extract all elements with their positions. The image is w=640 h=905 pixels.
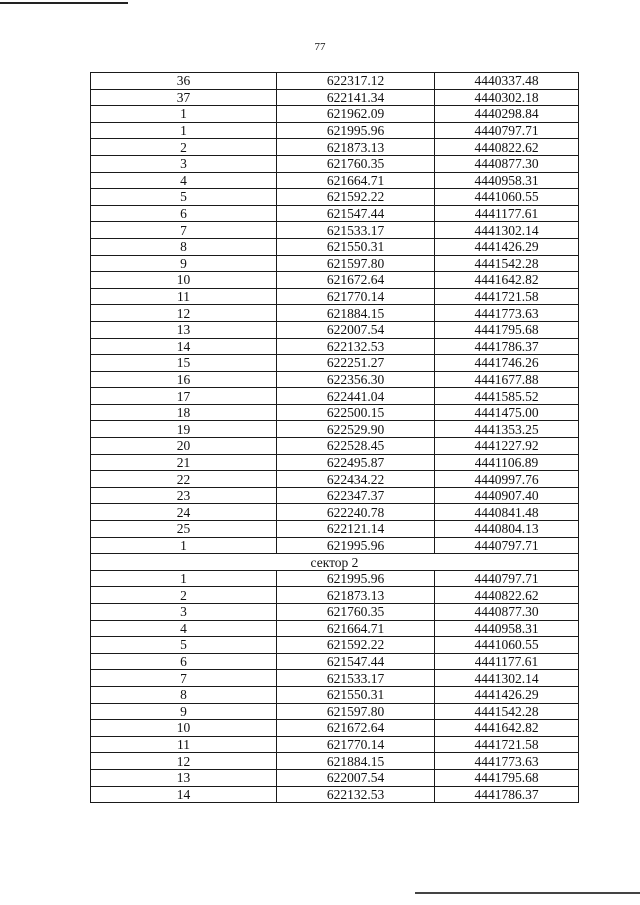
x-coordinate-cell: 622495.87 <box>277 454 435 471</box>
x-coordinate-cell: 621664.71 <box>277 620 435 637</box>
y-coordinate-cell: 4441426.29 <box>435 686 579 703</box>
point-number-cell: 21 <box>91 454 277 471</box>
point-number-cell: 17 <box>91 388 277 405</box>
point-number-cell: 1 <box>91 570 277 587</box>
table-row <box>91 587 579 604</box>
y-coordinate-cell: 4441302.14 <box>435 222 579 239</box>
y-coordinate-cell: 4440797.71 <box>435 537 579 554</box>
y-coordinate-cell: 4440337.48 <box>435 73 579 90</box>
table-row <box>91 172 579 189</box>
table-row <box>91 504 579 521</box>
point-number-cell: 16 <box>91 371 277 388</box>
table-row <box>91 321 579 338</box>
x-coordinate-cell: 622528.45 <box>277 438 435 455</box>
point-number-cell: 3 <box>91 604 277 621</box>
x-coordinate-cell: 621873.13 <box>277 587 435 604</box>
x-coordinate-cell: 622317.12 <box>277 73 435 90</box>
y-coordinate-cell: 4440877.30 <box>435 155 579 172</box>
point-number-cell: 12 <box>91 753 277 770</box>
point-number-cell: 37 <box>91 89 277 106</box>
point-number-cell: 1 <box>91 106 277 123</box>
x-coordinate-cell: 621995.96 <box>277 122 435 139</box>
y-coordinate-cell: 4441786.37 <box>435 786 579 803</box>
y-coordinate-cell: 4441060.55 <box>435 189 579 206</box>
table-row <box>91 205 579 222</box>
x-coordinate-cell: 621597.80 <box>277 255 435 272</box>
table-row <box>91 388 579 405</box>
point-number-cell: 1 <box>91 537 277 554</box>
point-number-cell: 24 <box>91 504 277 521</box>
y-coordinate-cell: 4441060.55 <box>435 637 579 654</box>
x-coordinate-cell: 621873.13 <box>277 139 435 156</box>
point-number-cell: 5 <box>91 637 277 654</box>
x-coordinate-cell: 621770.14 <box>277 736 435 753</box>
y-coordinate-cell: 4440302.18 <box>435 89 579 106</box>
scan-edge-line-top <box>0 2 128 4</box>
point-number-cell: 23 <box>91 487 277 504</box>
y-coordinate-cell: 4441795.68 <box>435 321 579 338</box>
x-coordinate-cell: 622356.30 <box>277 371 435 388</box>
x-coordinate-cell: 622529.90 <box>277 421 435 438</box>
y-coordinate-cell: 4440804.13 <box>435 521 579 538</box>
table-row <box>91 155 579 172</box>
x-coordinate-cell: 622347.37 <box>277 487 435 504</box>
point-number-cell: 22 <box>91 471 277 488</box>
section-label: сектор 2 <box>91 554 579 571</box>
point-number-cell: 7 <box>91 670 277 687</box>
point-number-cell: 6 <box>91 653 277 670</box>
x-coordinate-cell: 621533.17 <box>277 222 435 239</box>
point-number-cell: 6 <box>91 205 277 222</box>
x-coordinate-cell: 621884.15 <box>277 305 435 322</box>
x-coordinate-cell: 622251.27 <box>277 355 435 372</box>
y-coordinate-cell: 4441721.58 <box>435 736 579 753</box>
x-coordinate-cell: 622007.54 <box>277 321 435 338</box>
x-coordinate-cell: 621962.09 <box>277 106 435 123</box>
point-number-cell: 3 <box>91 155 277 172</box>
y-coordinate-cell: 4440907.40 <box>435 487 579 504</box>
point-number-cell: 13 <box>91 321 277 338</box>
x-coordinate-cell: 621760.35 <box>277 604 435 621</box>
y-coordinate-cell: 4441585.52 <box>435 388 579 405</box>
x-coordinate-cell: 621770.14 <box>277 288 435 305</box>
x-coordinate-cell: 621995.96 <box>277 537 435 554</box>
y-coordinate-cell: 4441773.63 <box>435 305 579 322</box>
point-number-cell: 4 <box>91 172 277 189</box>
table-row <box>91 338 579 355</box>
point-number-cell: 10 <box>91 720 277 737</box>
point-number-cell: 15 <box>91 355 277 372</box>
table-row <box>91 537 579 554</box>
table-row <box>91 189 579 206</box>
coordinates-table <box>90 72 579 803</box>
y-coordinate-cell: 4441353.25 <box>435 421 579 438</box>
x-coordinate-cell: 621672.64 <box>277 272 435 289</box>
table-row <box>91 305 579 322</box>
point-number-cell: 9 <box>91 255 277 272</box>
point-number-cell: 14 <box>91 786 277 803</box>
x-coordinate-cell: 622500.15 <box>277 404 435 421</box>
table-row <box>91 421 579 438</box>
scan-edge-line-bottom <box>415 892 640 894</box>
y-coordinate-cell: 4441721.58 <box>435 288 579 305</box>
x-coordinate-cell: 621760.35 <box>277 155 435 172</box>
point-number-cell: 9 <box>91 703 277 720</box>
y-coordinate-cell: 4440958.31 <box>435 172 579 189</box>
table-row <box>91 438 579 455</box>
y-coordinate-cell: 4441475.00 <box>435 404 579 421</box>
x-coordinate-cell: 621550.31 <box>277 238 435 255</box>
y-coordinate-cell: 4441642.82 <box>435 272 579 289</box>
table-row <box>91 521 579 538</box>
point-number-cell: 20 <box>91 438 277 455</box>
table-row <box>91 272 579 289</box>
y-coordinate-cell: 4440958.31 <box>435 620 579 637</box>
point-number-cell: 25 <box>91 521 277 538</box>
table-row <box>91 471 579 488</box>
point-number-cell: 19 <box>91 421 277 438</box>
table-row <box>91 122 579 139</box>
y-coordinate-cell: 4440841.48 <box>435 504 579 521</box>
table-row <box>91 653 579 670</box>
y-coordinate-cell: 4440822.62 <box>435 139 579 156</box>
y-coordinate-cell: 4441542.28 <box>435 703 579 720</box>
y-coordinate-cell: 4441642.82 <box>435 720 579 737</box>
x-coordinate-cell: 622434.22 <box>277 471 435 488</box>
table-row <box>91 222 579 239</box>
y-coordinate-cell: 4441542.28 <box>435 255 579 272</box>
point-number-cell: 13 <box>91 769 277 786</box>
point-number-cell: 2 <box>91 587 277 604</box>
table-row <box>91 371 579 388</box>
x-coordinate-cell: 621597.80 <box>277 703 435 720</box>
table-row <box>91 753 579 770</box>
y-coordinate-cell: 4440298.84 <box>435 106 579 123</box>
table-row <box>91 238 579 255</box>
x-coordinate-cell: 621884.15 <box>277 753 435 770</box>
y-coordinate-cell: 4441177.61 <box>435 205 579 222</box>
y-coordinate-cell: 4441677.88 <box>435 371 579 388</box>
table-row <box>91 604 579 621</box>
x-coordinate-cell: 621995.96 <box>277 570 435 587</box>
table-row <box>91 73 579 90</box>
point-number-cell: 11 <box>91 288 277 305</box>
table-row <box>91 487 579 504</box>
table-row <box>91 736 579 753</box>
x-coordinate-cell: 621592.22 <box>277 637 435 654</box>
y-coordinate-cell: 4441177.61 <box>435 653 579 670</box>
table-row <box>91 255 579 272</box>
point-number-cell: 14 <box>91 338 277 355</box>
point-number-cell: 36 <box>91 73 277 90</box>
y-coordinate-cell: 4441746.26 <box>435 355 579 372</box>
x-coordinate-cell: 621664.71 <box>277 172 435 189</box>
x-coordinate-cell: 621547.44 <box>277 205 435 222</box>
table-row <box>91 686 579 703</box>
point-number-cell: 8 <box>91 686 277 703</box>
y-coordinate-cell: 4440877.30 <box>435 604 579 621</box>
point-number-cell: 5 <box>91 189 277 206</box>
x-coordinate-cell: 621592.22 <box>277 189 435 206</box>
table-row <box>91 620 579 637</box>
page-number: 77 <box>314 41 326 53</box>
x-coordinate-cell: 622240.78 <box>277 504 435 521</box>
y-coordinate-cell: 4440822.62 <box>435 587 579 604</box>
x-coordinate-cell: 622141.34 <box>277 89 435 106</box>
table-row <box>91 288 579 305</box>
point-number-cell: 8 <box>91 238 277 255</box>
y-coordinate-cell: 4441426.29 <box>435 238 579 255</box>
table-row <box>91 637 579 654</box>
table-row <box>91 106 579 123</box>
y-coordinate-cell: 4441106.89 <box>435 454 579 471</box>
table-row <box>91 570 579 587</box>
point-number-cell: 11 <box>91 736 277 753</box>
x-coordinate-cell: 622007.54 <box>277 769 435 786</box>
x-coordinate-cell: 621533.17 <box>277 670 435 687</box>
x-coordinate-cell: 622121.14 <box>277 521 435 538</box>
table-row <box>91 89 579 106</box>
point-number-cell: 7 <box>91 222 277 239</box>
y-coordinate-cell: 4440797.71 <box>435 122 579 139</box>
coordinates-table-body <box>91 73 579 803</box>
x-coordinate-cell: 622132.53 <box>277 338 435 355</box>
y-coordinate-cell: 4441302.14 <box>435 670 579 687</box>
section-header-row <box>91 554 579 571</box>
x-coordinate-cell: 621547.44 <box>277 653 435 670</box>
x-coordinate-cell: 622132.53 <box>277 786 435 803</box>
y-coordinate-cell: 4440997.76 <box>435 471 579 488</box>
y-coordinate-cell: 4440797.71 <box>435 570 579 587</box>
y-coordinate-cell: 4441786.37 <box>435 338 579 355</box>
table-row <box>91 404 579 421</box>
table-row <box>91 139 579 156</box>
table-row <box>91 786 579 803</box>
x-coordinate-cell: 622441.04 <box>277 388 435 405</box>
point-number-cell: 2 <box>91 139 277 156</box>
y-coordinate-cell: 4441795.68 <box>435 769 579 786</box>
table-row <box>91 703 579 720</box>
table-row <box>91 355 579 372</box>
table-row <box>91 454 579 471</box>
table-row <box>91 720 579 737</box>
point-number-cell: 1 <box>91 122 277 139</box>
y-coordinate-cell: 4441227.92 <box>435 438 579 455</box>
table-row <box>91 769 579 786</box>
point-number-cell: 12 <box>91 305 277 322</box>
x-coordinate-cell: 621672.64 <box>277 720 435 737</box>
x-coordinate-cell: 621550.31 <box>277 686 435 703</box>
point-number-cell: 18 <box>91 404 277 421</box>
point-number-cell: 10 <box>91 272 277 289</box>
table-row <box>91 670 579 687</box>
point-number-cell: 4 <box>91 620 277 637</box>
y-coordinate-cell: 4441773.63 <box>435 753 579 770</box>
